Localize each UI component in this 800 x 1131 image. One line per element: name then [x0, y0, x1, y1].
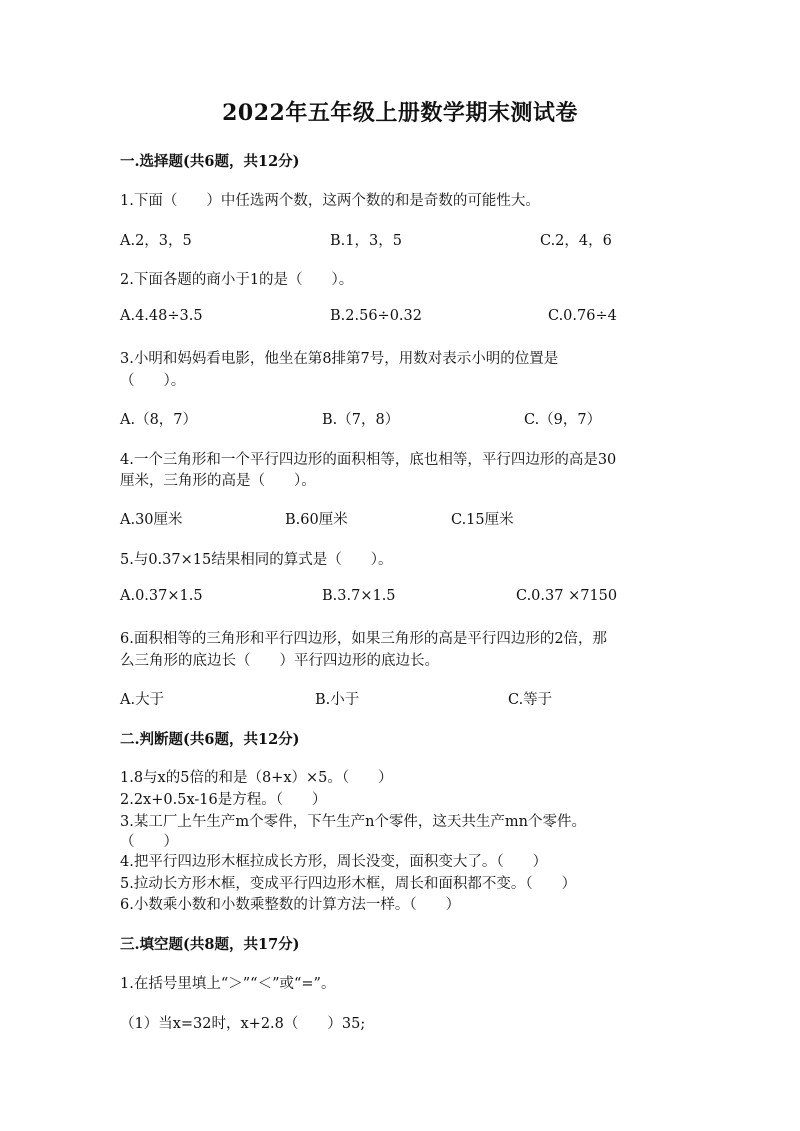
- sub-question-text: （1）当x=32时，x+2.8（ ）35;: [120, 1016, 366, 1032]
- option-b: B.3.7×1.5: [322, 588, 396, 604]
- question-text: 1.在括号里填上“＞”“＜”或“=”。: [120, 976, 336, 992]
- question-text: 1.下面（ ）中任选两个数，这两个数的和是奇数的可能性大。: [120, 193, 540, 209]
- question-text-continued: 厘米，三角形的高是（ ）。: [120, 473, 316, 489]
- question-text: 6.面积相等的三角形和平行四边形，如果三角形的高是平行四边形的2倍，那: [120, 631, 608, 647]
- section-heading-fill: 三.填空题(共8题，共17分): [120, 936, 300, 953]
- question-text: 2.下面各题的商小于1的是（ ）。: [120, 272, 354, 288]
- option-c: C.0.37 ×7150: [516, 588, 618, 604]
- option-b: B.小于: [315, 692, 360, 708]
- option-a: A.0.37×1.5: [120, 588, 203, 604]
- option-a: A.30厘米: [120, 512, 183, 528]
- judgement-item: 3.某工厂上午生产m个零件，下午生产n个零件，这天共生产mn个零件。: [120, 814, 587, 830]
- section-heading-choice: 一.选择题(共6题，共12分): [120, 153, 300, 170]
- option-a: A.4.48÷3.5: [120, 308, 203, 324]
- option-c: C.2，4，6: [540, 233, 612, 249]
- option-b: B.（7，8）: [322, 412, 400, 428]
- option-a: A.（8，7）: [120, 412, 198, 428]
- option-b: B.60厘米: [285, 512, 348, 528]
- question-text: 5.与0.37×15结果相同的算式是（ ）。: [120, 552, 393, 568]
- question-text-continued: 么三角形的底边长（ ）平行四边形的底边长。: [120, 653, 439, 669]
- question-text: 4.一个三角形和一个平行四边形的面积相等，底也相等，平行四边形的高是30: [120, 452, 617, 468]
- judgement-item: 4.把平行四边形木框拉成长方形，周长没变，面积变大了。（ ）: [120, 854, 548, 870]
- option-a: A.2，3，5: [120, 233, 192, 249]
- page-title: 2022年五年级上册数学期末测试卷: [222, 100, 578, 126]
- option-c: C.等于: [508, 692, 553, 708]
- judgement-item: 6.小数乘小数和小数乘整数的计算方法一样。（ ）: [120, 897, 461, 913]
- option-c: C.15厘米: [451, 512, 514, 528]
- judgement-item-continued: （ ）: [120, 834, 178, 850]
- question-text-continued: （ ）。: [120, 373, 186, 389]
- section-heading-judgement: 二.判断题(共6题，共12分): [120, 731, 300, 748]
- option-c: C.（9，7）: [524, 412, 602, 428]
- option-c: C.0.76÷4: [548, 308, 617, 324]
- judgement-item: 5.拉动长方形木框，变成平行四边形木框，周长和面积都不变。（ ）: [120, 876, 577, 892]
- judgement-item: 2.2x+0.5x-16是方程。（ ）: [120, 792, 327, 808]
- question-text: 3.小明和妈妈看电影，他坐在第8排第7号，用数对表示小明的位置是: [120, 351, 559, 367]
- judgement-item: 1.8与x的5倍的和是（8+x）×5。（ ）: [120, 770, 393, 786]
- option-b: B.2.56÷0.32: [330, 308, 422, 324]
- option-a: A.大于: [120, 692, 165, 708]
- option-b: B.1，3，5: [330, 233, 402, 249]
